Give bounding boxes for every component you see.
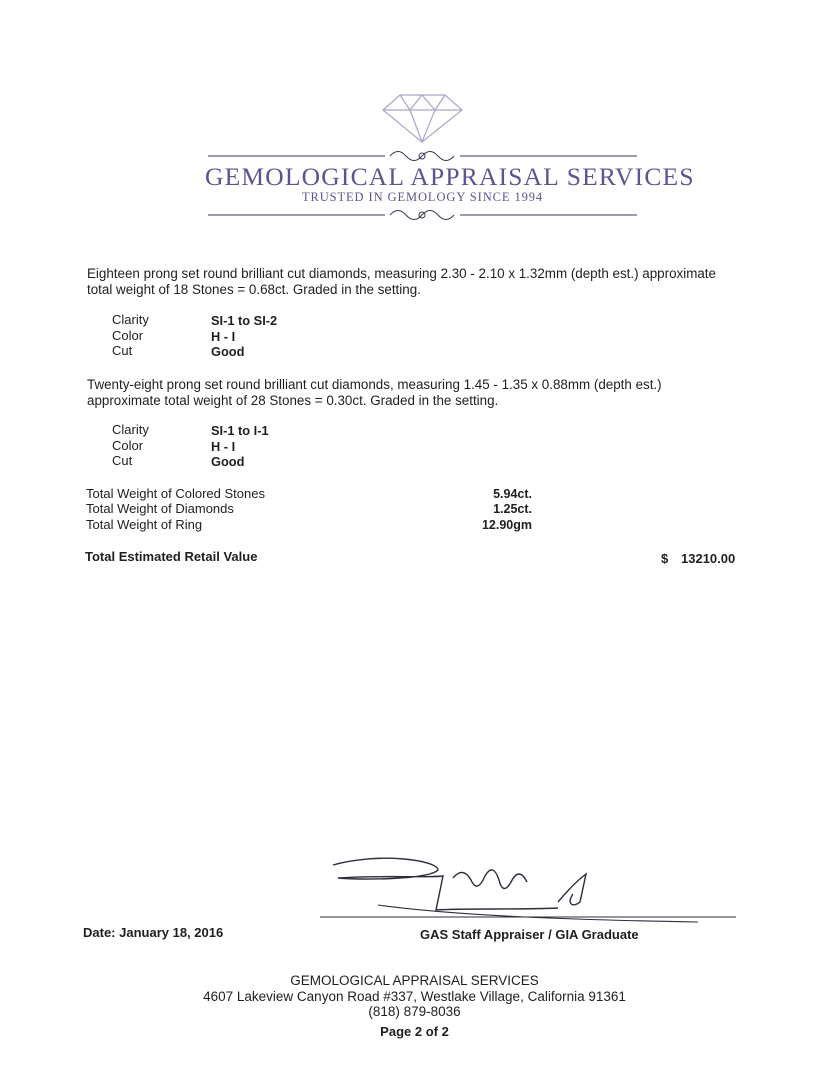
appraisal-date: Date: January 18, 2016	[83, 925, 224, 940]
company-tagline: TRUSTED IN GEMOLOGY SINCE 1994	[301, 190, 544, 204]
description-line: Twenty-eight prong set round brilliant cut diamonds, measuring 1.45 - 1.35 x 0.88mm (depth est.)	[87, 377, 662, 392]
grade-label-color: Color	[112, 438, 144, 453]
logo-graphics	[205, 90, 695, 230]
currency-symbol: $	[661, 551, 669, 566]
footer-phone: (818) 879-8036	[368, 1004, 461, 1019]
total-ring-weight-label: Total Weight of Ring	[86, 517, 203, 532]
footer-address: 4607 Lakeview Canyon Road #337, Westlake Village, California 91361	[203, 989, 626, 1004]
grade-label-clarity: Clarity	[112, 312, 149, 327]
appraiser-title: GAS Staff Appraiser / GIA Graduate	[420, 927, 639, 942]
grade-value-cut: Good	[211, 344, 245, 359]
total-diamonds-label: Total Weight of Diamonds	[86, 501, 234, 516]
retail-value-label: Total Estimated Retail Value	[85, 549, 258, 564]
bottom-ornament	[208, 211, 637, 220]
description-line: approximate total weight of 28 Stones = 0.30ct. Graded in the setting.	[87, 392, 499, 408]
grade-label-cut: Cut	[112, 453, 133, 468]
page-number: Page 2 of 2	[380, 1024, 449, 1039]
grade-value-color: H - I	[211, 439, 236, 454]
diamond-icon	[383, 95, 462, 142]
company-name: GEMOLOGICAL APPRAISAL SERVICES	[205, 162, 695, 191]
grade-label-color: Color	[112, 328, 144, 343]
total-ring-weight-value: 12.90gm	[481, 518, 532, 532]
total-diamonds-value: 1.25ct.	[493, 502, 532, 516]
grade-value-color: H - I	[211, 329, 236, 344]
section-1-description	[87, 266, 747, 297]
footer-company: GEMOLOGICAL APPRAISAL SERVICES	[290, 973, 539, 988]
grade-label-clarity: Clarity	[112, 422, 149, 437]
grade-label-cut: Cut	[112, 343, 133, 358]
section-2-description	[87, 377, 747, 408]
grade-value-cut: Good	[211, 454, 245, 469]
company-logo	[205, 90, 695, 230]
total-colored-stones-label: Total Weight of Colored Stones	[86, 486, 265, 501]
retail-value-amount: 13210.00	[681, 551, 736, 566]
description-line: Eighteen prong set round brilliant cut diamonds, measuring 2.30 - 2.10 x 1.32mm (depth est.) approximate	[87, 266, 716, 281]
top-ornament	[208, 152, 637, 161]
signature-mark	[318, 850, 738, 930]
total-colored-stones-value: 5.94ct.	[493, 487, 532, 501]
grade-value-clarity: SI-1 to I-1	[211, 423, 269, 438]
description-line: total weight of 18 Stones = 0.68ct. Graded in the setting.	[87, 281, 421, 297]
grade-value-clarity: SI-1 to SI-2	[211, 313, 278, 328]
